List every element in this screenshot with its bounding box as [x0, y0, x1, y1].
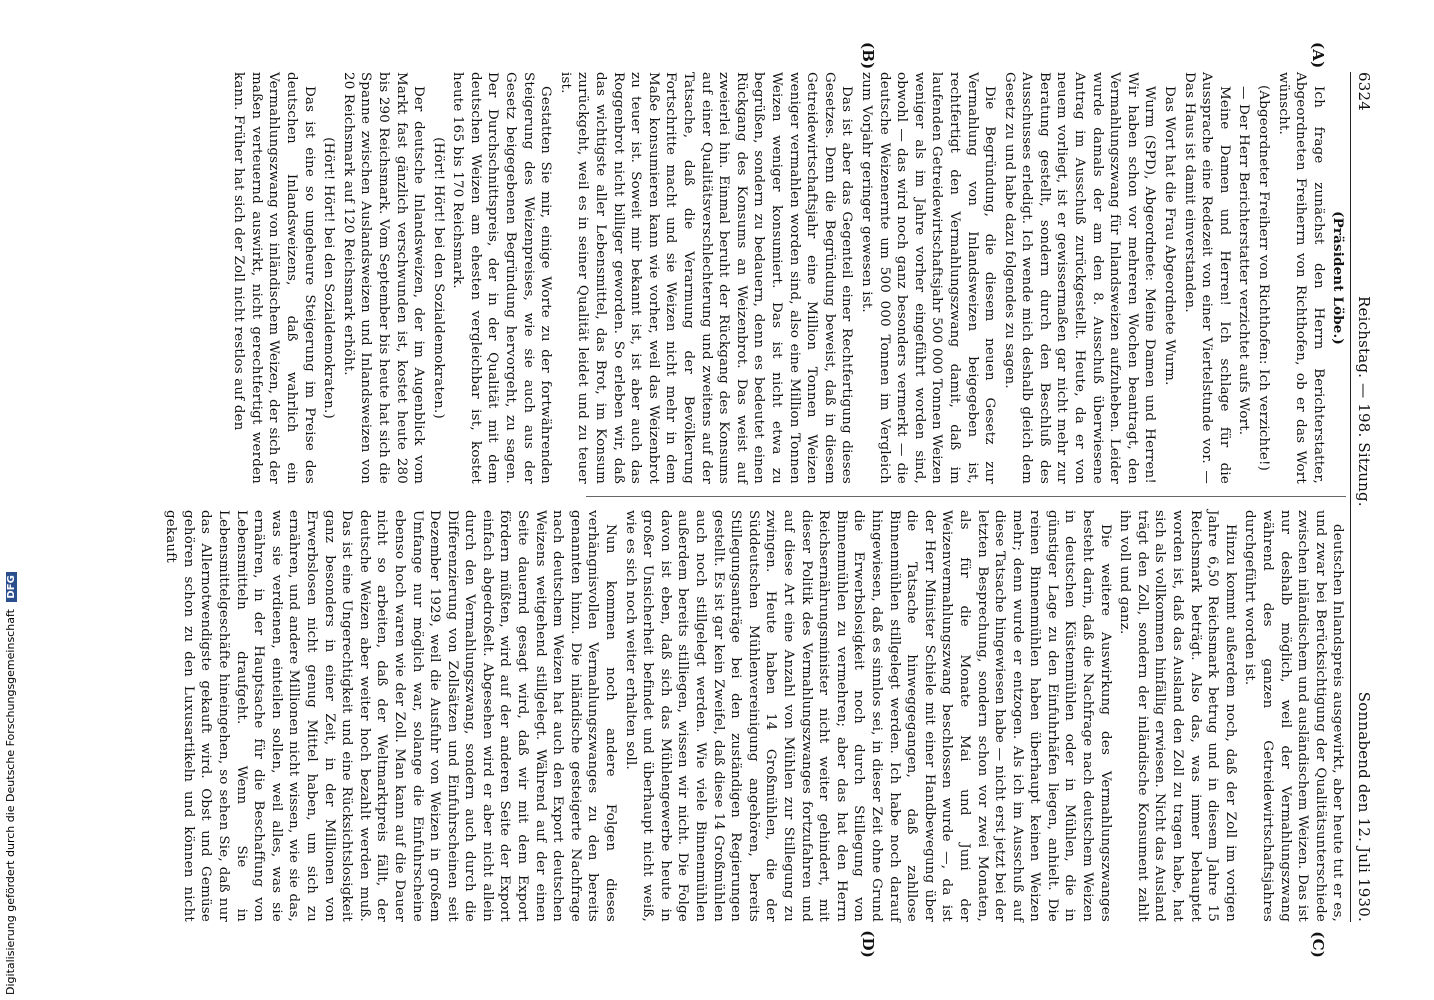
- paragraph: Die weitere Auswirkung des Vermahlungszwanges besteht darin, daß die Nachfrage nach deutschem Weizen in deutschen Küstenmühlen oder in Mühlen, die in günstiger Lage zu den Einfuhrhäfen liegen, anhielt. Die reinen Binnenmühlen haben überhaupt keinen Weizen mehr; denn wurde er entzogen. Als ich im Ausschuß auf diese Tatsache hingewiesen habe — nicht erst jetzt bei der letzten Besprechung, sondern schon vor zwei Monaten, als für die Monate Mai und Juni der Weizenvermahlungszwang beschlossen wurde —, da ist der Herr Minister Schiele mit einer Handbewegung über die Tatsache hinweggegangen, daß zahllose Binnenmühlen stillgelegt werden. Ich habe noch darauf hingewiesen, daß es sinnlos sei, in dieser Zeit ohne Grund die Erwerbslosigkeit noch durch Stillegung von Binnenmühlen zu vermehren; aber das hat den Herrn Reichsernährungsminister nicht weiter gehindert, mit dieser Politik des Vermahlungszwanges fortzufahren und auf diese Art eine Anzahl von Mühlen zur Stillegung zu zwingen. Heute haben 14 Großmühlen, die der Süddeutschen Mühlenvereinigung angehören, bereits Stillegungsanträge bei den zuständigen Regierungen gestellt. Es ist gar kein Zweifel, daß diese 14 Großmühlen auch noch stillgelegt werden. Wie viele Binnenmühlen außerdem bereits stilliegen, wissen wir nicht. Die Folge davon ist eben, daß sich das Mühlengewerbe heute in großer Unsicherheit befindet und überhaupt nicht weiß, wie es sich noch weiter erhalten soll.: [622, 510, 1113, 922]
- paragraph: Der deutsche Inlandsweizen, der im Augenblick vom Markt fast gänzlich verschwunden ist, kostet heute 280 bis 290 Reichsmark. Vom September bis heute hat sich die Spanne zwischen Auslandsweizen und Inlandsweizen von 20 Reichsmark auf 120 Reichsmark erhöht.: [340, 72, 427, 484]
- paragraph: Wurm (SPD), Abgeordnete: Meine Damen und Herren! Wir haben schon vor mehreren Wochen beantragt, den Vermahlungszwang für Inlandsweizen aufzuheben. Leider wurde damals der am den 8. Ausschuß überwiesene Antrag im Ausschuß zurückgestellt. Heute, da er von neuem vorliegt, ist er gewissermaßen gar nicht mehr zur Beratung gestellt, sondern durch den Beschluß des Ausschusses erledigt. Ich wende mich deshalb gleich dem Gesetz zu und habe dazu folgendes zu sagen.: [1001, 72, 1158, 484]
- dfg-logo: DFG: [6, 572, 17, 601]
- paragraph: deutschen Inlandspreis ausgewirkt, aber heute tut er es, und zwar bei Berücksichtigung der Qualitätsunterschiede zwischen inländischem und ausländischem Weizen. Das ist nur deshalb möglich, weil der Vermahlungszwang während des ganzen Getreidewirtschaftsjahres durchgeführt worden ist.: [1242, 510, 1346, 922]
- page-header: [1350, 72, 1372, 922]
- margin-letter-d: (D): [859, 930, 878, 958]
- paragraph: Das ist eine so ungeheure Steigerung im Preise des deutschen Inlandsweizens, daß wahrlich ein Vermahlungszwang von inländischem Weizen, der sich der maßen verteuernd auswirkt, nicht gerechtfertigt werden kann. Früher hat sich der Zoll nicht restlos auf den: [231, 72, 317, 484]
- interjection: (Abgeordneter Freiherr von Richthofen: Ich verzichte!): [1256, 84, 1272, 472]
- document-content: [62, 42, 1373, 958]
- paragraph: Gestatten Sie mir, einige Worte zu der fortwährenden Steigerung des Weizenpreises, wie sie auch aus der Gesetz beigegebenen Begründung hervorgeht, zu sagen. Der Durchschnittspreis, der in der Qualität mit dem deutschen Weizen am ehesten vergleichbar ist, kostet heute 165 bis 170 Reichsmark.: [450, 72, 554, 484]
- interjection: (Hört! Hört! bei den Sozialdemokraten.): [321, 137, 337, 419]
- paragraph: Ich frage zunächst den Herrn Berichterstatter, Abgeordneten Freiherrn von Richthofen, ob er das Wort wünscht.: [1275, 72, 1326, 484]
- interjection: (Hört! Hört! bei den Sozialdemokraten.): [430, 137, 446, 419]
- session-date: Sonnabend den 12. Juli 1930.: [1355, 691, 1373, 922]
- paragraph: Die Begründung, die diesem neuen Gesetz zur Vermahlung von Inlandsweizen beigegeben ist, rechtfertigt den Vermahlungszwang damit, daß im laufenden Getreidewirtschaftsjahr 500 000 Tonnen Weizen weniger als im Jahre vorher eingeführt worden sind, obwohl — das wird noch ganz besonders vermerkt — die deutsche Weizenernte um 500 000 Tonnen im Vergleich zum Vorjahr geringer gewesen ist.: [858, 72, 998, 484]
- margin-letter-a: (A): [1309, 42, 1328, 69]
- page-number: 6324: [1355, 72, 1373, 111]
- digitization-credit: [0, 0, 22, 1000]
- session-title: Reichstag. — 198. Sitzung.: [1355, 296, 1373, 507]
- paragraph: — Der Herr Berichterstatter verzichtet aufs Wort.: [1236, 86, 1252, 436]
- column-divider: [586, 496, 1346, 497]
- paragraph: Hinzu kommt außerdem noch, daß der Zoll im vorigen Jahre 6,50 Reichsmark betrug und in diesem Jahre 15 Reichsmark beträgt. Also das, was immer behauptet worden ist, daß das Ausland den Zoll zu tragen habe, hat sich als vollkommen hinfällig erwiesen. Nicht das Ausland trägt den Zoll, sondern der inländische Konsument zahlt ihn voll und ganz.: [1117, 510, 1238, 922]
- credit-text: Digitalisierung gefördert durch die Deutsche Forschungsgemeinschaft: [4, 609, 17, 995]
- text-columns: [160, 42, 1347, 958]
- margin-letter-b: (B): [859, 42, 878, 70]
- paragraph: Meine Damen und Herren! Ich schlage für die Aussprache eine Redezeit von einer Viertelstunde vor. — Das Haus ist damit einverstanden.: [1181, 72, 1232, 484]
- paragraph: Das Wort hat die Frau Abgeordnete Wurm.: [1162, 86, 1178, 386]
- margin-letter-c: (C): [1309, 931, 1328, 958]
- left-column: [160, 72, 1347, 484]
- paragraph: Nun kommen noch andere Folgen dieses verhängnisvollen Vermahlungszwanges zu den bereits genannten hinzu. Die inländische gesteigerte Nachfrage nach deutschem Weizen hat auch den Export deutschen Weizens weitgehend stillgelegt. Während auf der einen Seite dauernd gesagt wird, daß wir mit dem Export fördern müßten, wird auf der anderen Seite der Export einfach abgedroßelt. Abgesehen wird er aber nicht allein durch den Vermahlungszwang, sondern auch durch die Differenzierung von Zollsätzen und Einfuhrscheinen seit Dezember 1929, weil die Ausfuhr von Weizen in großem Umfange nur möglich war, solange die Einfuhrscheine ebenso hoch waren wie der Zoll. Man kann auf die Dauer nicht so arbeiten, daß der Weltmarktpreis fällt, der deutsche Weizen aber weiter hoch bezahlt werden muß. Das ist eine Ungerechtigkeit und eine Rücksichtslosigkeit ganz besonders in einer Zeit, in der Millionen von Erwerbslosen nicht genug Mittel haben, um sich zu ernähren, und andere Millionen nicht wissen, wie sie das, was sie verdienen, einteilen sollen, weil alles, was sie ernähren, in der Hauptsache für die Beschaffung von Lebensmitteln draufgeht. Wenn Sie in Lebensmittelgeschäfte hineingehen, so sehen Sie, daß nur das Allernotwendigste gekauft wird. Obst und Gemüse gehören schon zu den Luxusartikeln und können nicht gekauft: [163, 510, 619, 922]
- paragraph: Das ist aber das Gegenteil einer Rechtfertigung dieses Gesetzes. Denn die Begründung beweist, daß in diesem Getreidewirtschaftsjahr eine Million Tonnen Weizen weniger vermahlen worden sind, also eine Million Tonnen Weizen weniger konsumiert. Das ist nicht etwa zu begrüßen, sondern zu bedauern, denn es bedeutet einen Rückgang des Konsums an Weizenbrot. Das weist auf zweierlei hin. Einmal beruht der Rückgang des Konsums auf einer Qualitätsverschlechterung und zweitens auf der Tatsache, daß die Verarmung der Bevölkerung Fortschritte macht und sie Weizen nicht mehr in dem Maße konsumieren kann wie vorher, weil das Weizenbrot zu teuer ist. Soweit mir bekannt ist, ist aber auch das Roggenbrot nicht billiger geworden. So erleben wir, daß das wichtigste aller Lebensmittel, das Brot, im Konsum zurückgeht, weil es in seiner Qualität leidet und zu teuer ist.: [557, 72, 855, 484]
- speaker-president: (Präsident Löbe.): [1330, 211, 1347, 345]
- right-column: [160, 510, 1347, 922]
